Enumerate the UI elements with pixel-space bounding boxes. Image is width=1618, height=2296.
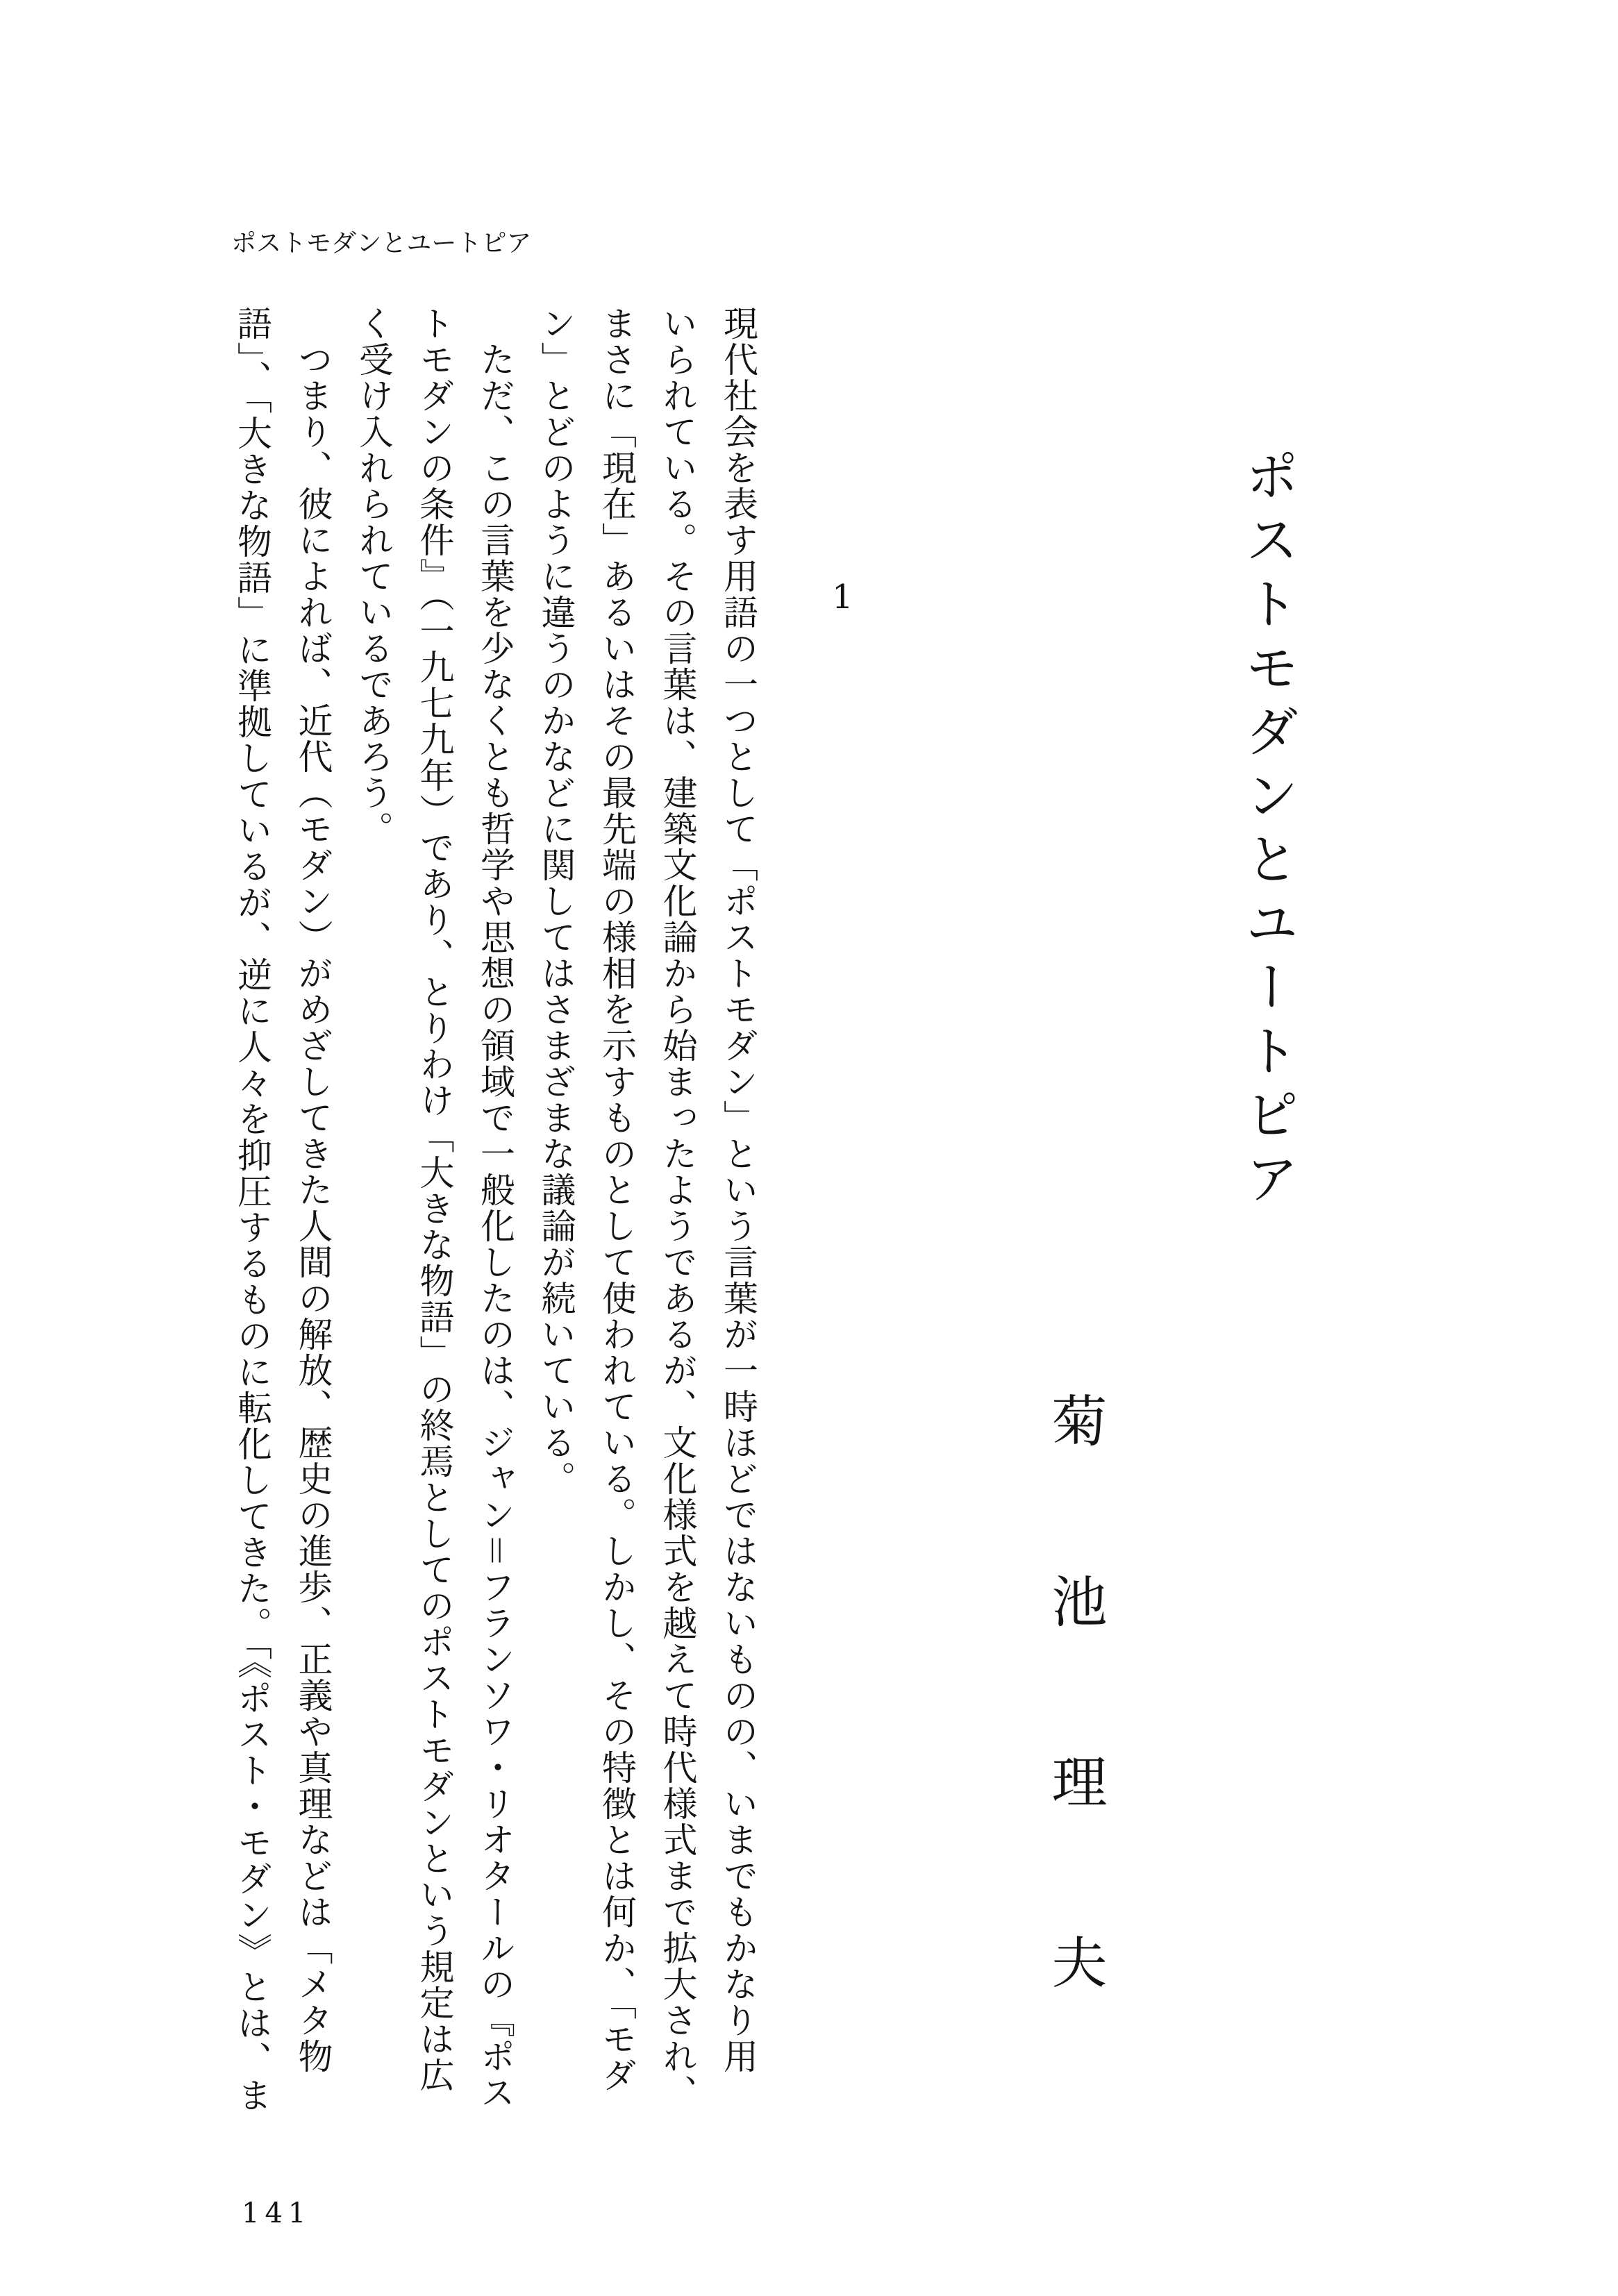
body-column: 現代社会を表す用語の一つとして「ポストモダン」という言葉が一時ほどではないものの、いまでもかなり用 (718, 305, 758, 2075)
running-head: ポストモダンとユートピア (231, 229, 532, 258)
body-column: 語」、「大きな物語」に準拠しているが、逆に人々を抑圧するものに転化してきた。「《ポスト・モダン》とは、ま (232, 305, 272, 2113)
body-column: ただ、この言葉を少なくとも哲学や思想の領域で一般化したのは、ジャン＝フランソワ・リオタールの『ポス (475, 305, 515, 2111)
body-column: いられている。その言葉は、建築文化論から始まったようであるが、文化様式を越えて時代様式まで拡大され、 (657, 305, 698, 2111)
section-number: 1 (832, 578, 853, 617)
body-column: まさに「現在」あるいはその最先端の様相を示すものとして使われている。しかし、その特徴とは何か、「モダ (597, 305, 637, 2093)
body-column: トモダンの条件』（一九七九年）であり、とりわけ「大きな物語」の終焉としてのポストモダンという規定は広 (414, 305, 455, 2093)
body-column: つまり、彼によれば、近代（モダン）がめざしてきた人間の解放、歴史の進歩、正義や真理などは「メタ物 (292, 305, 333, 2075)
body-text (221, 305, 768, 2138)
author-name: 菊池理夫 (1042, 1392, 1107, 2114)
body-column: く受け入れられているであろう。 (353, 305, 394, 847)
page-number: 141 (242, 2197, 312, 2229)
article-title: ポストモダンとユートピア (1236, 448, 1299, 1214)
body-column: ン」とどのように違うのかなどに関してはさまざまな議論が続いている。 (535, 305, 576, 1497)
